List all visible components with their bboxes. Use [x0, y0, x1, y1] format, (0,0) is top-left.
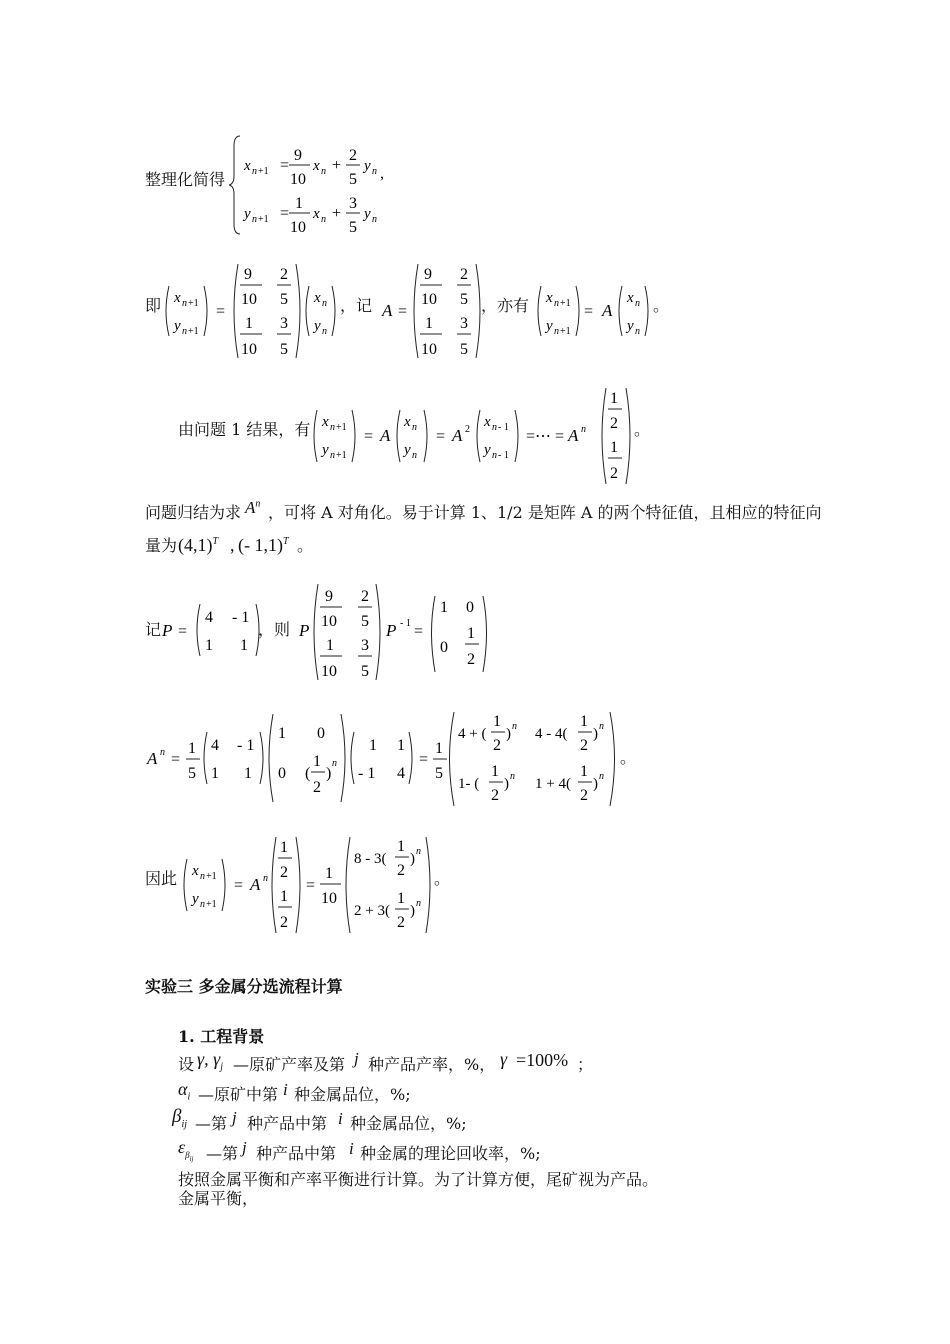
svg-text:1: 1: [280, 839, 288, 856]
svg-text:n: n: [322, 326, 327, 337]
svg-text:- 1: - 1: [358, 765, 376, 782]
svg-text:10: 10: [421, 341, 437, 358]
text-set: 设: [178, 1055, 195, 1074]
svg-text:x: x: [314, 290, 321, 306]
svg-text:0: 0: [466, 599, 474, 616]
svg-text:x: x: [174, 290, 181, 306]
svg-text:1: 1: [397, 838, 405, 855]
svg-text:10: 10: [290, 171, 306, 188]
svg-text:+1: +1: [206, 871, 217, 882]
svg-text:1: 1: [188, 740, 196, 757]
svg-text:- 1: - 1: [232, 609, 250, 626]
svg-text:=: =: [398, 303, 408, 320]
svg-text:- 1: - 1: [400, 618, 411, 629]
svg-text:9: 9: [325, 588, 333, 605]
svg-text:y: y: [546, 318, 553, 334]
svg-text:,: ,: [380, 165, 384, 182]
svg-text:10: 10: [321, 663, 337, 680]
svg-text:+1: +1: [336, 422, 347, 433]
j-symbol-3: j: [242, 1138, 247, 1157]
svg-text:=: =: [234, 877, 244, 894]
matrix-equation-A: [160, 258, 670, 364]
svg-text:1 + 4(: 1 + 4(: [535, 776, 571, 792]
period-2: 。: [653, 296, 670, 315]
A-power-n: $A^n$: [245, 498, 261, 517]
text-therefore: 因此: [145, 869, 178, 888]
svg-text:4: 4: [205, 609, 213, 626]
text-balance-note: 按照金属平衡和产率平衡进行计算。为了计算方便，尾矿视为产品。: [178, 1170, 659, 1189]
i-symbol: i: [283, 1080, 288, 1099]
svg-text:n: n: [372, 214, 377, 225]
svg-text:=: =: [178, 623, 188, 640]
period-4: 。: [297, 536, 314, 555]
svg-text:): ): [593, 776, 598, 792]
svg-text:+1: +1: [258, 214, 269, 225]
svg-text:5: 5: [361, 663, 369, 680]
svg-text:=: =: [584, 303, 594, 320]
svg-text:=: =: [436, 428, 446, 445]
result-equation: [178, 833, 438, 937]
svg-text:x: x: [322, 414, 329, 430]
svg-text:- 1: - 1: [498, 422, 509, 433]
svg-text:n: n: [252, 166, 257, 177]
svg-text:): ): [410, 903, 415, 919]
svg-text:n: n: [330, 422, 335, 433]
svg-text:n: n: [182, 298, 187, 309]
text-grade-product-3: 种金属品位，%;: [350, 1114, 467, 1133]
svg-text:5: 5: [349, 219, 357, 236]
svg-text:y: y: [404, 442, 411, 458]
svg-text:n: n: [412, 422, 417, 433]
svg-text:): ): [593, 726, 598, 742]
svg-text:2: 2: [313, 779, 321, 796]
text-from-q1: 由问题 1 结果，有: [178, 420, 311, 439]
svg-text:2 + 3(: 2 + 3(: [354, 903, 390, 919]
period-7: 。: [434, 869, 451, 888]
svg-text:A: A: [452, 426, 463, 445]
svg-text:x: x: [627, 290, 634, 306]
svg-text:n: n: [492, 450, 497, 461]
svg-text:y: y: [314, 318, 321, 334]
svg-text:n: n: [635, 326, 640, 337]
A-power-n-formula: [143, 708, 643, 812]
svg-text:3: 3: [280, 315, 288, 332]
svg-text:8 - 3(: 8 - 3(: [354, 851, 387, 867]
svg-text:y: y: [322, 442, 329, 458]
svg-text:+: +: [332, 157, 342, 174]
text-metal-balance: 金属平衡，: [178, 1189, 259, 1208]
svg-text:=: =: [280, 157, 290, 174]
svg-text:2: 2: [280, 864, 288, 881]
i-symbol-2: i: [338, 1109, 343, 1128]
svg-text:A: A: [380, 426, 391, 445]
text-also: ，亦有: [481, 296, 530, 315]
svg-text:A: A: [147, 749, 158, 768]
svg-text:1: 1: [280, 888, 288, 905]
svg-text:P: P: [386, 621, 397, 640]
svg-text:y: y: [174, 318, 181, 334]
svg-text:+1: +1: [206, 899, 217, 910]
svg-text:2: 2: [467, 651, 475, 668]
svg-text:n: n: [599, 771, 604, 782]
svg-text:1: 1: [278, 725, 286, 742]
svg-text:2: 2: [580, 787, 588, 804]
svg-text:P: P: [162, 621, 173, 640]
svg-text:2: 2: [491, 787, 499, 804]
svg-text:+1: +1: [336, 450, 347, 461]
svg-text:+1: +1: [560, 326, 571, 337]
svg-text:n: n: [554, 326, 559, 337]
svg-text:3: 3: [361, 637, 369, 654]
svg-text:A: A: [568, 426, 579, 445]
svg-text:1: 1: [369, 737, 377, 754]
svg-text:- 1: - 1: [237, 737, 255, 754]
svg-text:1: 1: [295, 195, 303, 212]
equation-system: [228, 132, 428, 238]
svg-text:): ): [410, 851, 415, 867]
svg-text:A: A: [382, 301, 393, 320]
svg-text:n: n: [581, 424, 586, 435]
text-ji-P: 记: [145, 620, 162, 639]
svg-text:n: n: [510, 771, 515, 782]
comma: ,: [230, 535, 235, 555]
svg-text:A: A: [602, 301, 613, 320]
gamma-symbol: γ: [500, 1049, 508, 1069]
beta-symbol: $\beta_{ij}$: [172, 1106, 188, 1130]
svg-text:x: x: [192, 863, 199, 879]
epsilon-symbol: $\varepsilon_{\beta_{ij}}$: [178, 1137, 194, 1163]
svg-text:y: y: [484, 442, 491, 458]
svg-text:=: =: [306, 877, 316, 894]
svg-text:5: 5: [280, 341, 288, 358]
svg-text:3: 3: [460, 315, 468, 332]
eigenvector-2: (- 1,1)$^T$: [238, 535, 289, 555]
svg-text:10: 10: [241, 341, 257, 358]
svg-text:1: 1: [244, 765, 252, 782]
svg-text:=: =: [171, 751, 181, 768]
svg-text:=⋯ =: =⋯ =: [526, 428, 565, 445]
svg-text:2: 2: [280, 914, 288, 931]
svg-text:n: n: [416, 846, 421, 857]
svg-text:1: 1: [240, 637, 248, 654]
svg-text:2: 2: [397, 862, 405, 879]
text-yield-product: 种产品产率，%，: [368, 1055, 496, 1074]
svg-text:5: 5: [280, 291, 288, 308]
svg-text:1: 1: [435, 740, 443, 757]
svg-text:=: =: [216, 303, 226, 320]
svg-text:1: 1: [397, 737, 405, 754]
svg-text:4 - 4(: 4 - 4(: [535, 726, 568, 742]
svg-text:n: n: [372, 166, 377, 177]
text-grade-product-2: 种产品中第: [247, 1114, 328, 1133]
svg-text:=: =: [364, 428, 374, 445]
j-symbol-2: j: [232, 1108, 237, 1127]
svg-text:1: 1: [425, 315, 433, 332]
svg-text:1: 1: [440, 599, 448, 616]
text-ji-A: ，记: [340, 296, 373, 315]
gamma-equals-100: =100%: [516, 1050, 569, 1070]
svg-text:n: n: [200, 871, 205, 882]
svg-text:5: 5: [349, 171, 357, 188]
svg-text:y: y: [364, 206, 371, 222]
text-yield-def: —原矿产率及第: [233, 1055, 346, 1074]
period-3: 。: [634, 420, 651, 439]
svg-text:2: 2: [397, 914, 405, 931]
svg-text:1: 1: [493, 713, 501, 730]
section-title: 实验三 多金属分选流程计算: [145, 977, 343, 996]
svg-text:2: 2: [361, 588, 369, 605]
svg-text:): ): [506, 726, 511, 742]
svg-text:4: 4: [397, 765, 405, 782]
section-subtitle: 1. 工程背景: [178, 1027, 265, 1046]
svg-text:1- (: 1- (: [458, 776, 480, 792]
text-ji: 即: [145, 296, 162, 315]
svg-text:n: n: [160, 747, 165, 758]
svg-text:1: 1: [610, 439, 618, 456]
P-diagonalization: [160, 580, 510, 686]
svg-text:n: n: [322, 298, 327, 309]
svg-text:): ): [504, 776, 509, 792]
gamma-symbols: γ, $\gamma_j$: [197, 1049, 223, 1073]
svg-text:1: 1: [491, 763, 499, 780]
svg-text:4: 4: [211, 737, 219, 754]
svg-text:1: 1: [610, 390, 618, 407]
svg-text:9: 9: [424, 266, 432, 283]
text-reduce: 问题归结为求: [145, 503, 242, 522]
svg-text:5: 5: [361, 613, 369, 630]
text-simplify: 整理化简得: [145, 170, 226, 189]
svg-text:y: y: [244, 206, 251, 222]
svg-text:5: 5: [188, 765, 196, 782]
svg-text:n: n: [332, 758, 337, 769]
svg-text:2: 2: [465, 424, 470, 435]
svg-text:x: x: [484, 414, 491, 430]
svg-text:x: x: [244, 158, 251, 174]
svg-text:1: 1: [580, 713, 588, 730]
svg-text:n: n: [412, 450, 417, 461]
svg-text:2: 2: [610, 415, 618, 432]
svg-text:n: n: [200, 899, 205, 910]
svg-text:n: n: [512, 721, 517, 732]
svg-text:(: (: [305, 765, 311, 782]
svg-text:n: n: [554, 298, 559, 309]
alpha-symbol: $\alpha_i$: [178, 1079, 191, 1103]
text-diagonalize: ，可将 A 对角化。易于计算 1、1/2 是矩阵 A 的两个特征值，且相应的特征向: [268, 503, 822, 522]
svg-text:5: 5: [460, 291, 468, 308]
text-vectors: 量为: [145, 536, 178, 555]
text-then: ，则: [258, 620, 291, 639]
svg-text:1: 1: [313, 753, 321, 770]
svg-text:n: n: [330, 450, 335, 461]
svg-text:2: 2: [280, 266, 288, 283]
svg-text:10: 10: [321, 890, 337, 907]
svg-text:2: 2: [493, 737, 501, 754]
svg-text:1: 1: [467, 625, 475, 642]
svg-text:x: x: [546, 290, 553, 306]
svg-text:1: 1: [325, 865, 333, 882]
svg-text:1: 1: [580, 763, 588, 780]
svg-text:2: 2: [610, 465, 618, 482]
text-grade-raw-2: 种金属品位，%;: [294, 1085, 411, 1104]
svg-text:- 1: - 1: [498, 450, 509, 461]
svg-text:10: 10: [290, 219, 306, 236]
svg-text:5: 5: [435, 765, 443, 782]
svg-text:n: n: [252, 214, 257, 225]
svg-text:+1: +1: [188, 326, 199, 337]
svg-text:1: 1: [205, 637, 213, 654]
svg-text:3: 3: [349, 195, 357, 212]
svg-text:1: 1: [245, 315, 253, 332]
j-symbol: j: [354, 1049, 359, 1068]
text-grade-raw: —原矿中第: [198, 1085, 279, 1104]
svg-text:0: 0: [278, 765, 286, 782]
svg-text:n: n: [182, 326, 187, 337]
svg-text:+1: +1: [188, 298, 199, 309]
svg-text:1: 1: [326, 637, 334, 654]
svg-text:n: n: [599, 721, 604, 732]
svg-text:y: y: [192, 891, 199, 907]
svg-text:5: 5: [460, 341, 468, 358]
svg-text:n: n: [416, 898, 421, 909]
text-grade-product: —第: [195, 1114, 228, 1133]
svg-text:x: x: [313, 158, 320, 174]
svg-text:n: n: [321, 214, 326, 225]
svg-text:n: n: [321, 166, 326, 177]
svg-text:+1: +1: [560, 298, 571, 309]
svg-text:2: 2: [349, 147, 357, 164]
svg-text:10: 10: [241, 291, 257, 308]
text-recovery-2: 种产品中第: [256, 1144, 337, 1163]
svg-text:): ): [326, 765, 332, 782]
svg-text:=: =: [419, 751, 429, 768]
svg-text:2: 2: [580, 737, 588, 754]
svg-text:A: A: [250, 875, 261, 894]
svg-text:n: n: [263, 873, 268, 884]
svg-text:2: 2: [460, 266, 468, 283]
svg-text:=: =: [414, 623, 424, 640]
svg-text:y: y: [627, 318, 634, 334]
svg-text:x: x: [313, 206, 320, 222]
iteration-equation: [308, 384, 638, 488]
text-recovery-3: 种金属的理论回收率，%;: [360, 1144, 541, 1163]
svg-text:+: +: [332, 205, 342, 222]
svg-text:10: 10: [321, 613, 337, 630]
svg-text:10: 10: [421, 291, 437, 308]
svg-text:n: n: [492, 422, 497, 433]
text-recovery: —第: [206, 1144, 239, 1163]
svg-text:9: 9: [244, 266, 252, 283]
svg-text:9: 9: [294, 147, 302, 164]
svg-text:n: n: [635, 298, 640, 309]
semicolon: ；: [577, 1055, 594, 1074]
svg-text:y: y: [364, 158, 371, 174]
svg-text:=: =: [280, 205, 290, 222]
svg-text:0: 0: [317, 725, 325, 742]
eigenvector-1: $(4,1)^T$: [178, 535, 219, 555]
period-6: 。: [620, 748, 637, 767]
svg-text:x: x: [404, 414, 411, 430]
svg-text:0: 0: [440, 639, 448, 656]
i-symbol-3: i: [349, 1139, 354, 1158]
svg-text:1: 1: [211, 765, 219, 782]
svg-text:P: P: [299, 621, 310, 640]
svg-text:4 + (: 4 + (: [458, 726, 487, 742]
svg-text:+1: +1: [258, 166, 269, 177]
svg-text:1: 1: [397, 890, 405, 907]
